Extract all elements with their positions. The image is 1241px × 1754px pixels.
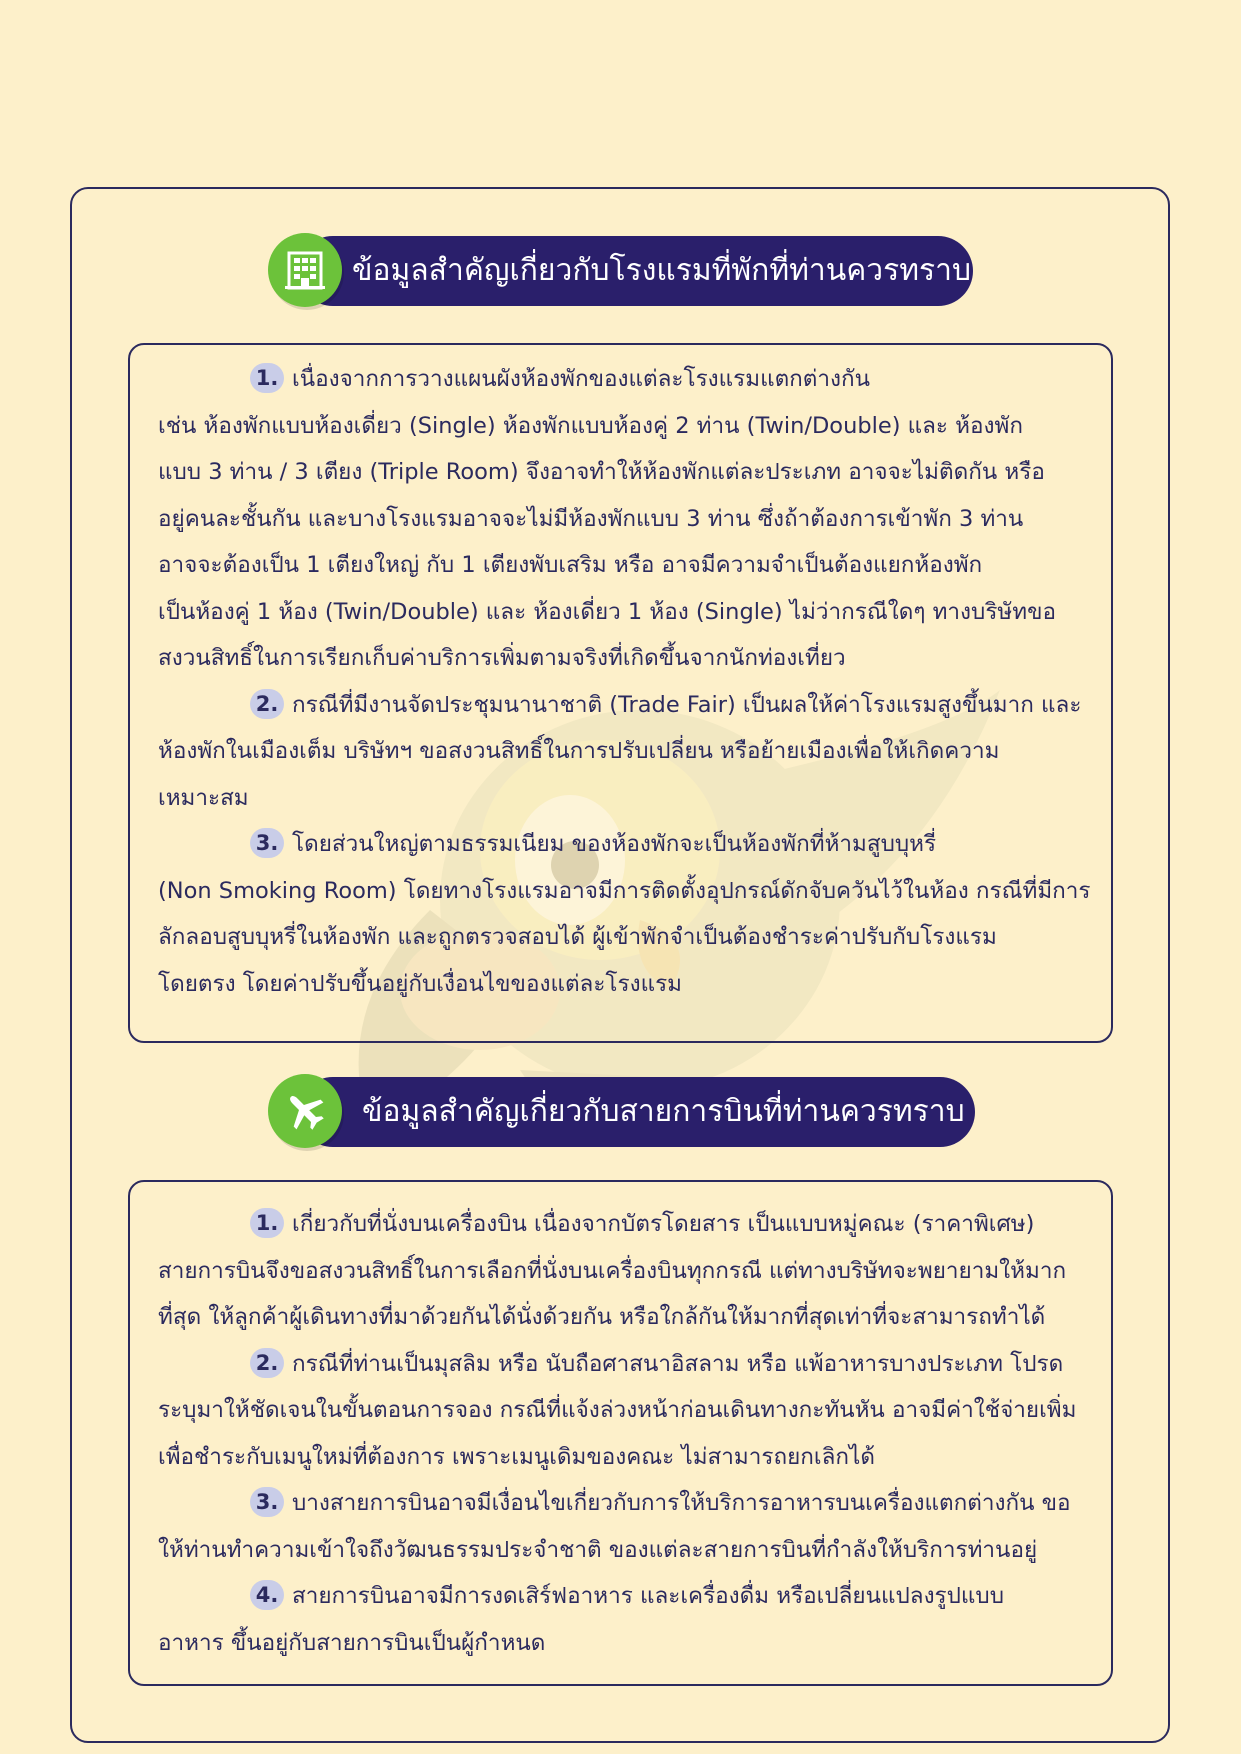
item-number-badge: 1.: [250, 1208, 284, 1238]
building-icon: [285, 250, 325, 290]
airline-section-header: [268, 1074, 975, 1150]
airplane-icon: [283, 1089, 327, 1133]
item-number-badge: 3.: [250, 1487, 284, 1517]
hotel-section-title: ข้อมูลสำคัญเกี่ยวกับโรงแรมที่พักที่ท่านควรทราบ: [352, 253, 972, 288]
text-line: กรณีที่ท่านเป็นมุสลิม หรือ นับถือศาสนาอิสลาม หรือ แพ้อาหารบางประเภท โปรด: [292, 1350, 1064, 1377]
text-line: (Non Smoking Room) โดยทางโรงแรมอาจมีการติดตั้งอุปกรณ์ดักจับควันไว้ในห้อง กรณีที่มีการ: [158, 877, 1091, 904]
text-line: อาหาร ขึ้นอยู่กับสายการบินเป็นผู้กำหนด: [158, 1629, 546, 1656]
text-line: ที่สุด ให้ลูกค้าผู้เดินทางที่มาด้วยกันได้นั่งด้วยกัน หรือใกล้กันให้มากที่สุดเท่าที่จะสามารถทำได้: [158, 1304, 1046, 1330]
text-line: โดยส่วนใหญ่ตามธรรมเนียม ของห้องพักจะเป็นห้องพักที่ห้ามสูบบุหรี่: [292, 831, 937, 857]
text-line: ห้องพักในเมืองเต็ม บริษัทฯ ขอสงวนสิทธิ์ในการปรับเปลี่ยน หรือย้ายเมืองเพื่อให้เกิดความ: [158, 738, 1000, 764]
text-line: เหมาะสม: [158, 784, 249, 811]
text-line: เกี่ยวกับที่นั่งบนเครื่องบิน เนื่องจากบัตรโดยสาร เป็นแบบหมู่คณะ (ราคาพิเศษ): [292, 1211, 1035, 1237]
airline-header-badge: [268, 1074, 342, 1148]
airline-section-title: ข้อมูลสำคัญเกี่ยวกับสายการบินที่ท่านควรทราบ: [362, 1094, 965, 1129]
hotel-info-content: [158, 356, 1098, 1007]
text-line: ให้ท่านทำความเข้าใจถึงวัฒนธรรมประจำชาติ ของแต่ละสายการบินที่กำลังให้บริการท่านอยู่: [158, 1536, 1038, 1563]
item-number-badge: 3.: [250, 828, 284, 858]
text-line: สายการบินจึงขอสงวนสิทธิ์ในการเลือกที่นั่งบนเครื่องบินทุกกรณี แต่ทางบริษัทจะพยายามให้มาก: [158, 1257, 1067, 1284]
airline-item-4: [158, 1573, 1098, 1666]
text-line: ลักลอบสูบบุหรี่ในห้องพัก และถูกตรวจสอบได้ ผู้เข้าพักจำเป็นต้องชำระค่าปรับกับโรงแรม: [158, 924, 997, 950]
airline-item-3: [158, 1480, 1098, 1573]
text-line: เพื่อชำระกับเมนูใหม่ที่ต้องการ เพราะเมนูเดิมของคณะ ไม่สามารถยกเลิกได้: [158, 1443, 875, 1470]
text-line: สงวนสิทธิ์ในการเรียกเก็บค่าบริการเพิ่มตามจริงที่เกิดขึ้นจากนักท่องเที่ยว: [158, 645, 846, 671]
text-line: โดยตรง โดยค่าปรับขึ้นอยู่กับเงื่อนไขของแต่ละโรงแรม: [158, 970, 683, 997]
text-line: เช่น ห้องพักแบบห้องเดี่ยว (Single) ห้องพักแบบห้องคู่ 2 ท่าน (Twin/Double) และ ห้องพัก: [158, 412, 1023, 439]
hotel-header-badge: [268, 233, 342, 307]
airline-info-content: [158, 1201, 1098, 1666]
item-number-badge: 4.: [250, 1580, 284, 1610]
item-number-badge: 1.: [250, 363, 284, 393]
text-line: เนื่องจากการวางแผนผังห้องพักของแต่ละโรงแรมแตกต่างกัน: [292, 366, 871, 392]
text-line: อาจจะต้องเป็น 1 เตียงใหญ่ กับ 1 เตียงพับเสริม หรือ อาจมีความจำเป็นต้องแยกห้องพัก: [158, 552, 983, 578]
hotel-item-2: [158, 682, 1098, 822]
item-number-badge: 2.: [250, 689, 284, 719]
hotel-section-header: [268, 233, 973, 309]
airline-item-1: [158, 1201, 1098, 1341]
text-line: กรณีที่มีงานจัดประชุมนานาชาติ (Trade Fair) เป็นผลให้ค่าโรงแรมสูงขึ้นมาก และ: [292, 691, 1082, 718]
airline-item-2: [158, 1341, 1098, 1481]
text-line: บางสายการบินอาจมีเงื่อนไขเกี่ยวกับการให้บริการอาหารบนเครื่องแตกต่างกัน ขอ: [292, 1490, 1071, 1516]
item-number-badge: 2.: [250, 1348, 284, 1378]
hotel-item-1: [158, 356, 1098, 682]
text-line: แบบ 3 ท่าน / 3 เตียง (Triple Room) จึงอาจทำให้ห้องพักแต่ละประเภท อาจจะไม่ติดกัน หรือ: [158, 459, 1045, 485]
text-line: ระบุมาให้ชัดเจนในขั้นตอนการจอง กรณีที่แจ้งล่วงหน้าก่อนเดินทางกะทันหัน อาจมีค่าใช้จ่ายเพิ่ม: [158, 1397, 1077, 1423]
hotel-item-3: [158, 821, 1098, 1007]
text-line: อยู่คนละชั้นกัน และบางโรงแรมอาจจะไม่มีห้องพักแบบ 3 ท่าน ซึ่งถ้าต้องการเข้าพัก 3 ท่าน: [158, 505, 1024, 532]
text-line: สายการบินอาจมีการงดเสิร์ฟอาหาร และเครื่องดื่ม หรือเปลี่ยนแปลงรูปแบบ: [292, 1583, 1004, 1609]
text-line: เป็นห้องคู่ 1 ห้อง (Twin/Double) และ ห้องเดี่ยว 1 ห้อง (Single) ไม่ว่ากรณีใดๆ ทางบริษัทขอ: [158, 598, 1056, 625]
